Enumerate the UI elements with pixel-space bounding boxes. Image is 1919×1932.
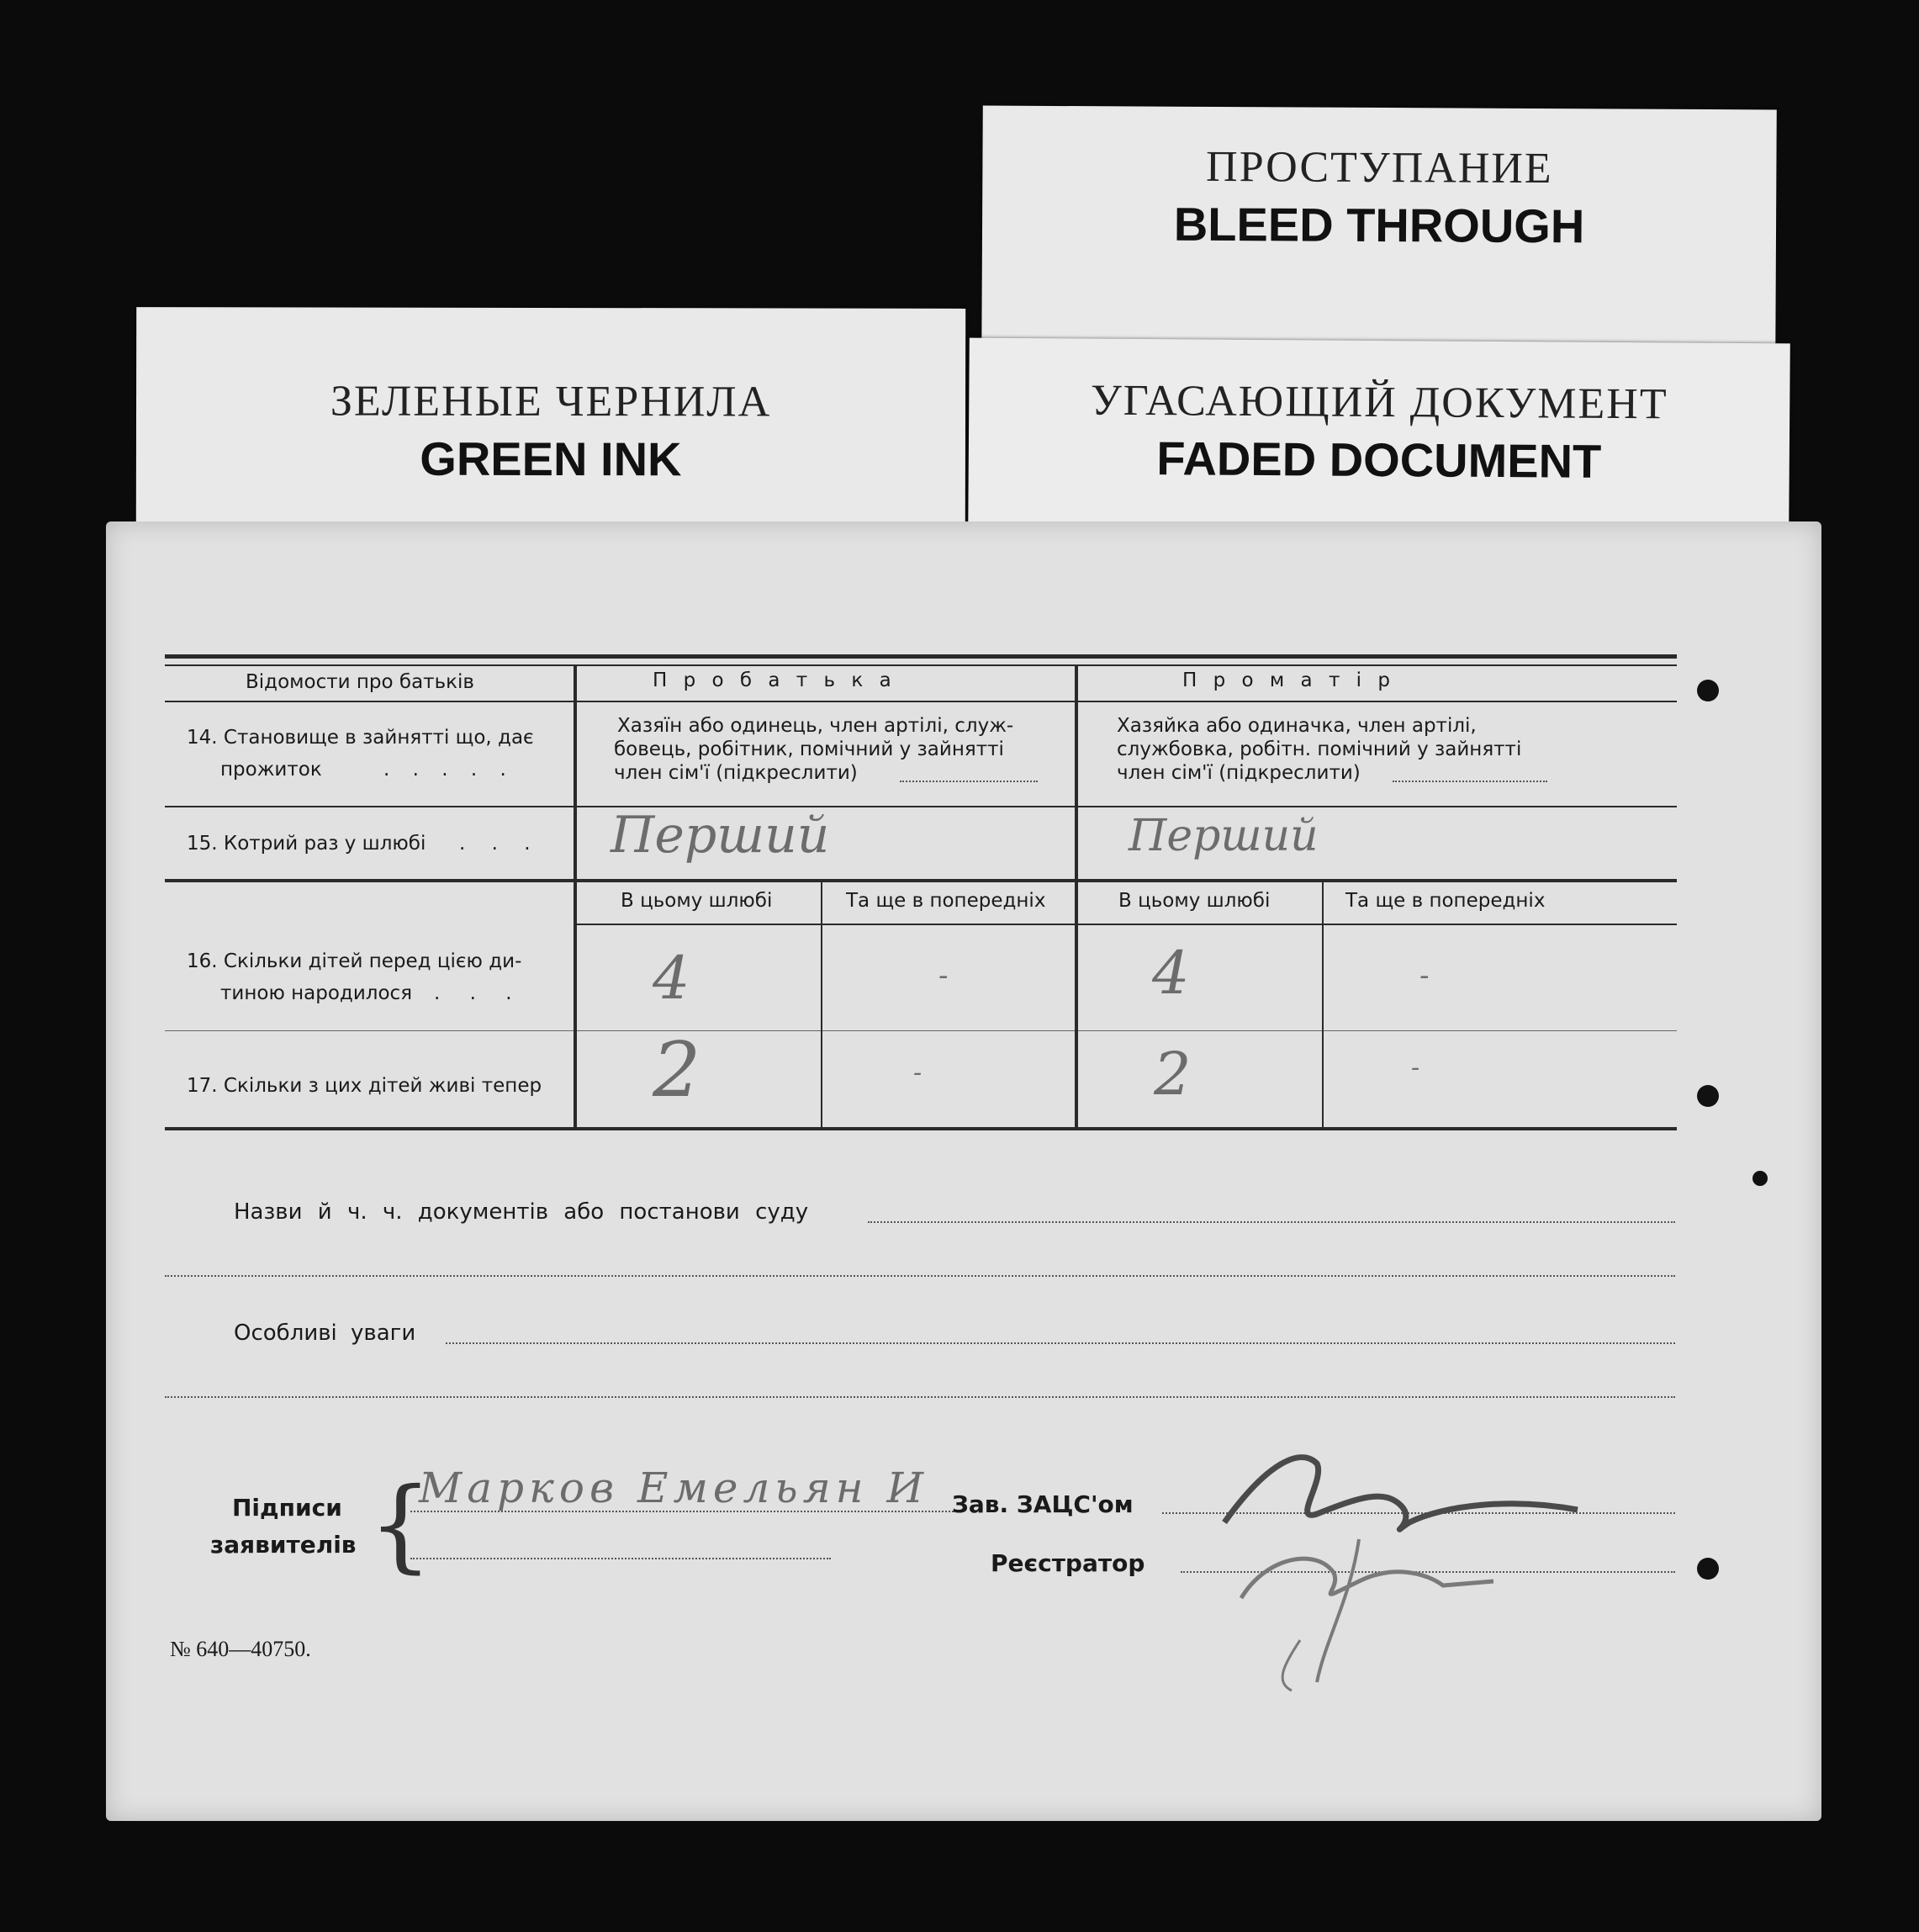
remarks-line-1 [446,1342,1675,1344]
dash-mark: - [913,1058,922,1088]
applicant-line-1 [410,1511,957,1512]
row14-father-underline [900,781,1038,782]
row14-label-dots: . . . . . [383,759,515,781]
subheader-bottom [577,924,1677,925]
row14-mother-line1: Хазяйка або одиначка, член артілі, [1117,715,1477,737]
applicant-signature-handwriting: Марков Емельян И [419,1464,929,1512]
registrar-signature [1191,1413,1662,1707]
faded-document-en: FADED DOCUMENT [1156,431,1602,488]
dash-mark: - [938,959,949,992]
col-divider-3 [821,881,822,1129]
row16-mother-this-value: 4 [1152,939,1190,1008]
remarks-line-2 [165,1396,1675,1398]
remarks-label: Особливі уваги [234,1321,416,1346]
document-sheet [106,521,1821,1821]
dash-mark: - [1419,959,1430,992]
punch-hole [1697,1558,1719,1580]
green-ink-ru: ЗЕЛЕНЫЕ ЧЕРНИЛА [330,377,772,426]
green-ink-en: GREEN INK [420,431,682,486]
signatures-label-line2: заявителів [210,1531,357,1559]
row14-mother-underline [1393,781,1547,782]
header-about-father: П р о б а т ь к а [653,670,896,691]
row15-label: 15. Котрий раз у шлюбі [187,833,426,855]
col-divider-4 [1322,881,1324,1129]
row15-bottom [165,879,1677,882]
row14-mother-line2: службовка, робітн. помічний у зайнятті [1117,738,1522,760]
row14-bottom [165,806,1677,807]
documents-label: Назви й ч. ч. документів або постанови суду [234,1199,809,1225]
mother-this-marriage-header: В цьому шлюбі [1118,890,1271,912]
row14-father-line3: член сім'ї (підкреслити) [614,762,858,784]
table-header-bottom [165,701,1677,702]
row16-bottom [165,1030,1677,1031]
header-parents-info: Відомости про батьків [246,671,474,693]
row16-father-this-value: 4 [653,944,690,1013]
father-this-marriage-header: В цьому шлюбі [621,890,773,912]
row16-label-line2: тиною народилося [220,982,413,1004]
row14-label-line2: прожиток [220,759,322,781]
green-ink-tag [136,307,965,536]
row14-father-line1: Хазяїн або одинець, член артілі, служ- [617,715,1014,737]
table-header-rule [165,664,1677,666]
bleed-through-ru: ПРОСТУПАНИЕ [1205,142,1553,193]
form-number: № 640—40750. [170,1637,311,1661]
row15-father-handwriting: Перший [611,806,830,865]
father-previous-header: Та ще в попередніх [846,890,1046,912]
dash-mark: - [1411,1053,1420,1082]
signatures-label-line1: Підписи [232,1494,342,1522]
col-divider-1 [574,664,577,1129]
mother-previous-header: Та ще в попередніх [1345,890,1546,912]
punch-hole [1752,1171,1768,1186]
row15-label-dots: . . . [459,833,541,855]
head-registry-label: Зав. ЗАЦС'ом [952,1490,1134,1518]
bleed-through-en: BLEED THROUGH [1173,197,1585,253]
row14-mother-line3: член сім'ї (підкреслити) [1117,762,1361,784]
row17-father-this-value: 2 [653,1026,701,1114]
bleed-through-tag [981,106,1777,363]
faded-document-tag [968,338,1790,537]
registrar-label: Реєстратор [991,1549,1145,1577]
col-divider-2 [1075,664,1078,1129]
row14-label-line1: 14. Становище в зайнятті що, дає [187,727,534,749]
documents-line-1 [868,1221,1675,1223]
faded-document-ru: УГАСАЮЩИЙ ДОКУМЕНТ [1090,376,1668,429]
punch-hole [1697,1085,1719,1107]
applicant-line-2 [410,1558,831,1559]
table-bottom-rule [165,1127,1677,1130]
header-about-mother: П р о м а т і р [1182,670,1395,691]
punch-hole [1697,680,1719,701]
documents-line-2 [165,1275,1675,1277]
row17-label: 17. Скільки з цих дітей живі тепер [187,1075,542,1097]
signatures-brace: { [368,1467,433,1584]
row16-label-dots: . . . [434,982,524,1004]
row16-label-line1: 16. Скільки дітей перед цією ди- [187,950,522,972]
row14-father-line2: бовець, робітник, помічний у зайнятті [614,738,1004,760]
row15-mother-handwriting: Перший [1129,811,1319,861]
table-top-rule [165,654,1677,659]
row17-mother-this-value: 2 [1154,1040,1192,1109]
